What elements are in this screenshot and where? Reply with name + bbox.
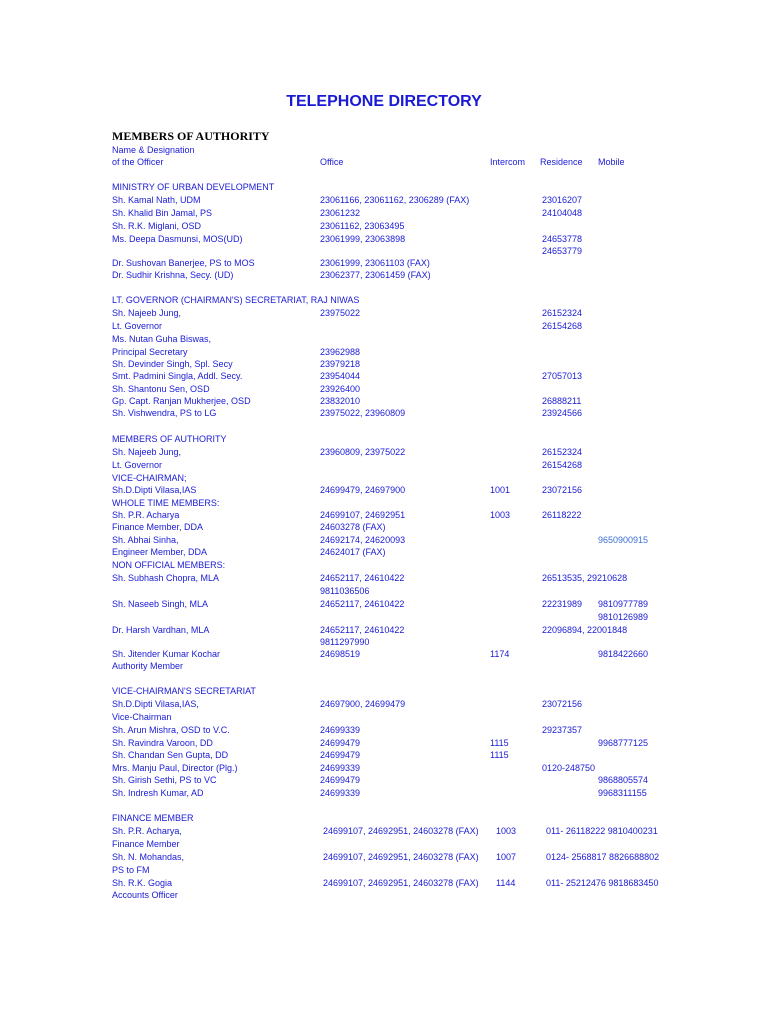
entry-name: Ms. Nutan Guha Biswas, [112,334,212,344]
entry-intercom: 1115 [490,738,509,748]
table-row [0,763,768,775]
entry-office: 23962988 [320,347,361,357]
table-row [0,813,768,825]
entry-residence: 24653778 [542,234,583,244]
entry-residence: 22096894, 22001848 [542,625,628,635]
entry-residence: 26152324 [542,308,583,318]
table-row [0,510,768,522]
entry-name: Sh. Najeeb Jung, [112,447,182,457]
entry-office: 23979218 [320,359,361,369]
entry-residence: 22231989 [542,599,583,609]
table-row [0,788,768,800]
entry-residence: 26118222 [542,510,582,520]
table-row [0,573,768,585]
table-row [0,738,768,750]
column-header-mobile: Mobile [598,157,625,167]
table-row [0,408,768,420]
entry-office: 23062377, 23061459 (FAX) [320,270,431,280]
table-row [0,498,768,510]
entry-residence: 26154268 [542,460,583,470]
entry-office: 24698519 [320,649,361,659]
entry-name: Vice-Chairman [112,712,172,722]
table-row [0,878,768,890]
entry-office: 24699339 [320,725,361,735]
entry-name: Sh.D.Dipti Vilasa,IAS [112,485,197,495]
entry-intercom: 1144 [496,878,516,888]
entry-name: Sh. Kamal Nath, UDM [112,195,201,205]
table-row [0,308,768,320]
entry-residence: 24104048 [542,208,583,218]
entry-name: Sh. Arun Mishra, OSD to V.C. [112,725,230,735]
table-row [0,661,768,673]
table-row [0,347,768,359]
entry-residence: 23072156 [542,485,583,495]
table-row [0,485,768,497]
entry-office: 24652117, 24610422 [320,599,405,609]
entry-name: Sh. Girish Sethi, PS to VC [112,775,217,785]
entry-residence: 26888211 [542,396,582,406]
entry-office: 24699339 [320,763,361,773]
entry-residence: 24653779 [542,246,583,256]
entry-office: 24603278 (FAX) [320,522,386,532]
table-row [0,725,768,737]
entry-residence: 23924566 [542,408,583,418]
entry-name: Sh. Najeeb Jung, [112,308,182,318]
entry-mobile: 9810126989 [598,612,649,622]
entry-name: Dr. Sushovan Banerjee, PS to MOS [112,258,255,268]
entry-name: Dr. Harsh Vardhan, MLA [112,625,210,635]
entry-name: NON OFFICIAL MEMBERS: [112,560,226,570]
entry-residence: 29237357 [542,725,583,735]
table-row [0,522,768,534]
entry-name: Sh. P.R. Acharya [112,510,180,520]
column-header-office: Office [320,157,344,167]
entry-office: 24699479 [320,750,361,760]
entry-name: Sh. R.K. Gogia [112,878,173,888]
entry-name: Engineer Member, DDA [112,547,208,557]
entry-name: Ms. Deepa Dasmunsi, MOS(UD) [112,234,243,244]
entry-intercom: 1001 [490,485,511,495]
table-row [0,473,768,485]
entry-office: 23975022 [320,308,361,318]
table-row [0,750,768,762]
entry-name: WHOLE TIME MEMBERS: [112,498,220,508]
entry-office: 9811036506 [320,586,370,596]
table-row [0,246,768,258]
column-header-name-line2: of the Officer [112,157,164,167]
entry-office: 24692174, 24620093 [320,535,406,545]
entry-office: 24697900, 24699479 [320,699,406,709]
entry-office: 24699107, 24692951, 24603278 (FAX) [323,852,479,862]
entry-office: 24699107, 24692951, 24603278 (FAX) [323,826,479,836]
table-row [0,547,768,559]
entry-name: Gp. Capt. Ranjan Mukherjee, OSD [112,396,251,406]
entry-intercom: 1007 [496,852,517,862]
entry-name: Accounts Officer [112,890,178,900]
entry-office: 23926400 [320,384,361,394]
table-row [0,852,768,864]
entry-name: FINANCE MEMBER [112,813,194,823]
table-row [0,865,768,877]
entry-mobile: 9968311155 [598,788,647,798]
table-row [0,321,768,333]
section-heading: MEMBERS OF AUTHORITY [112,129,270,143]
column-header-name-line1: Name & Designation [112,145,195,155]
entry-office: 24652117, 24610422 [320,573,405,583]
table-row [0,560,768,572]
entry-office: 9811297990 [320,637,370,647]
table-row [0,637,768,649]
entry-mobile: 9818422660 [598,649,649,659]
table-row [0,699,768,711]
table-row [0,612,768,624]
entry-name: Sh. Naseeb Singh, MLA [112,599,209,609]
table-row [0,625,768,637]
entry-residence: 23016207 [542,195,583,205]
entry-office: 24699479 [320,738,361,748]
entry-office: 23954044 [320,371,361,381]
entry-intercom: 1003 [496,826,517,836]
entry-name: Finance Member, DDA [112,522,204,532]
entry-mobile: 9810977789 [598,599,649,609]
entry-name: Mrs. Manju Paul, Director (Plg.) [112,763,238,773]
entry-name: Sh. Jitender Kumar Kochar [112,649,221,659]
entry-name: Principal Secretary [112,347,188,357]
table-row [0,599,768,611]
entry-name: Sh. Subhash Chopra, MLA [112,573,220,583]
entry-name: Finance Member [112,839,180,849]
entry-residence: 26152324 [542,447,583,457]
table-row [0,396,768,408]
entry-office: 23975022, 23960809 [320,408,406,418]
table-row [0,359,768,371]
table-row [0,258,768,270]
entry-office: 23061232 [320,208,361,218]
table-row [0,535,768,547]
table-row [0,221,768,233]
entry-name: Sh. Indresh Kumar, AD [112,788,204,798]
entry-office: 24699479 [320,775,361,785]
entry-intercom: 1115 [490,750,509,760]
entry-residence-mobile: 011- 26118222 9810400231 [546,826,658,836]
entry-office: 24652117, 24610422 [320,625,405,635]
entry-office: 24699479, 24697900 [320,485,406,495]
table-row [0,712,768,724]
entry-name: Sh. Vishwendra, PS to LG [112,408,217,418]
entry-intercom: 1174 [490,649,510,659]
entry-office: 23061999, 23061103 (FAX) [320,258,430,268]
entry-name: Sh. Devinder Singh, Spl. Secy [112,359,233,369]
table-row [0,371,768,383]
entry-intercom: 1003 [490,510,511,520]
table-row [0,447,768,459]
entry-name: MINISTRY OF URBAN DEVELOPMENT [112,182,275,192]
entry-mobile: 9868805574 [598,775,649,785]
entry-office: 24624017 (FAX) [320,547,386,557]
entry-name: Lt. Governor [112,321,163,331]
entry-name: Lt. Governor [112,460,163,470]
entry-name: Sh. Khalid Bin Jamal, PS [112,208,213,218]
entry-name: LT. GOVERNOR (CHAIRMAN'S) SECRETARIAT, RAJ NIWAS [112,295,360,305]
entry-name: PS to FM [112,865,150,875]
entry-office: 24699107, 24692951 [320,510,406,520]
table-row [0,334,768,346]
entry-name: Sh. R.K. Miglani, OSD [112,221,202,231]
entry-residence: 23072156 [542,699,583,709]
entry-office: 23061166, 23061162, 2306289 (FAX) [320,195,470,205]
entry-residence: 27057013 [542,371,583,381]
table-row [0,686,768,698]
table-row [0,586,768,598]
entry-name: Sh.D.Dipti Vilasa,IAS, [112,699,199,709]
entry-name: Sh. Ravindra Varoon, DD [112,738,213,748]
table-row [0,234,768,246]
table-row [0,890,768,902]
entry-office: 24699107, 24692951, 24603278 (FAX) [323,878,479,888]
entry-name: VICE-CHAIRMAN'S SECRETARIAT [112,686,256,696]
table-row [0,295,768,307]
table-row [0,839,768,851]
entry-name: Sh. Shantonu Sen, OSD [112,384,210,394]
entry-office: 23061162, 23063495 [320,221,405,231]
entry-name: Sh. Chandan Sen Gupta, DD [112,750,229,760]
table-row [0,775,768,787]
entry-residence: 0120-248750 [542,763,596,773]
entry-name: Sh. N. Mohandas, [112,852,185,862]
column-header-intercom: Intercom [490,157,526,167]
table-row [0,649,768,661]
entry-office: 23061999, 23063898 [320,234,406,244]
entry-name: Sh. P.R. Acharya, [112,826,182,836]
entry-residence-mobile: 011- 25212476 9818683450 [546,878,659,888]
entry-name: VICE-CHAIRMAN; [112,473,187,483]
entry-residence: 26513535, 29210628 [542,573,628,583]
table-row [0,208,768,220]
page-title: TELEPHONE DIRECTORY [286,93,482,110]
column-header-residence: Residence [540,157,583,167]
entry-office: 23832010 [320,396,361,406]
table-row [0,270,768,282]
entry-residence-mobile: 0124- 2568817 8826688802 [546,852,660,862]
entry-name: Authority Member [112,661,184,671]
table-row [0,460,768,472]
entry-office: 23960809, 23975022 [320,447,406,457]
entry-name: MEMBERS OF AUTHORITY [112,434,227,444]
entry-name: Dr. Sudhir Krishna, Secy. (UD) [112,270,234,280]
table-row [0,182,768,194]
table-row [0,384,768,396]
entry-residence: 26154268 [542,321,583,331]
entry-name: Smt. Padmini Singla, Addl. Secy. [112,371,243,381]
table-row [0,434,768,446]
entry-office: 24699339 [320,788,361,798]
entry-mobile: 9968777125 [598,738,649,748]
entry-name: Sh. Abhai Sinha, [112,535,179,545]
entry-mobile: 9650900915 [598,535,649,545]
table-row [0,195,768,207]
table-row [0,826,768,838]
